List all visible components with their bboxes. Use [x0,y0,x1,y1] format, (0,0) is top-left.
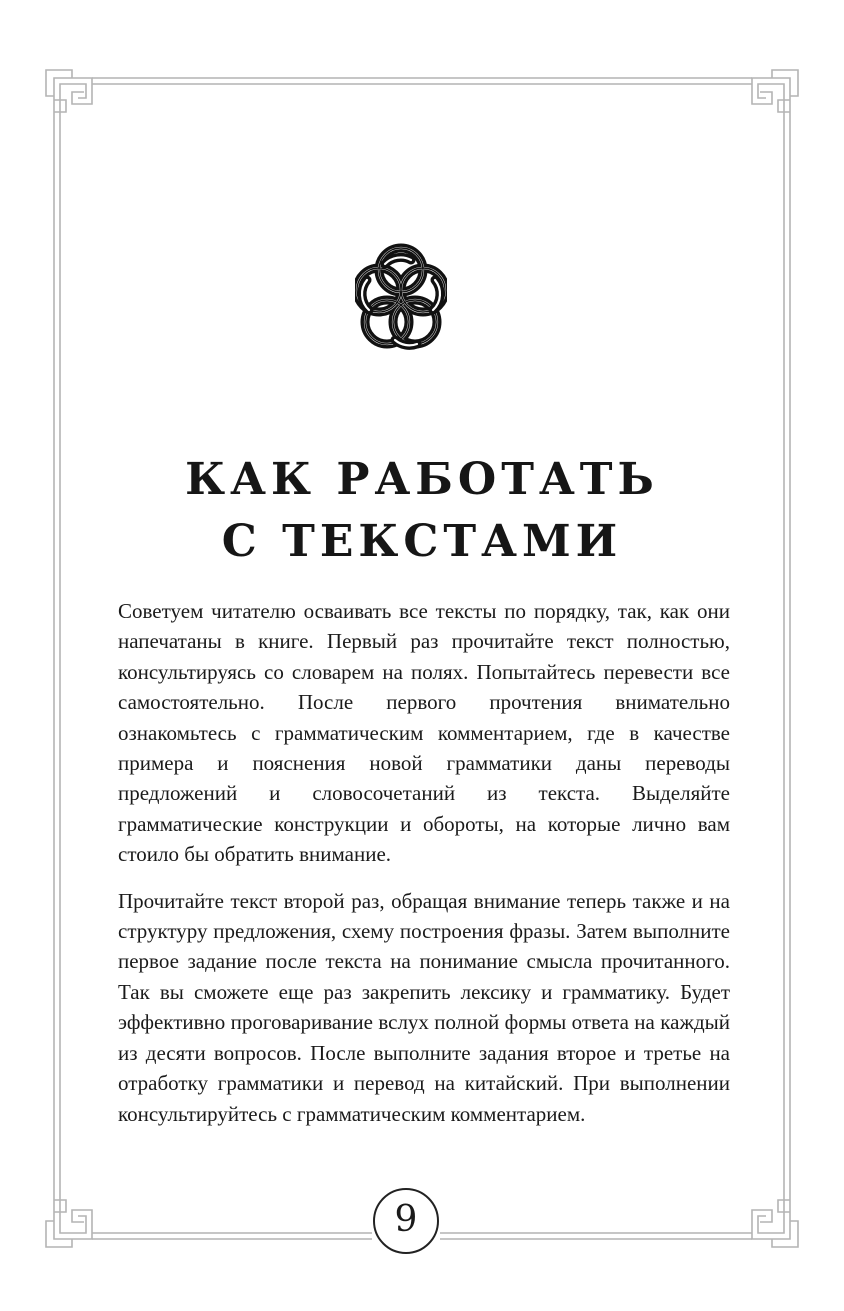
body-text [118,596,730,1129]
chapter-title-line-2: С ТЕКСТАМИ [221,516,623,567]
paragraph-2: Прочитайте текст второй раз, обращая внимание теперь также и на структуру предложения, схему построения фразы. Затем выполните первое задание после текста на понимание смысла прочитанного. Так вы сможете еще раз закрепить лексику и грамматику. Будет эффективно проговаривание вслух полной формы ответа на каждый из десяти вопросов. После выполните задания второе и третье на отработку грамматики и перевод на китайский. При выполнении консультируйтесь с грамматическим комментарием. [118,888,730,1126]
paragraph-1: Советуем читателю осваивать все тексты по порядку, так, как они напечатаны в книге. Первый раз прочитайте текст полностью, консультируясь со словарем на полях. Попытайтесь перевести все самостоятельно. После первого прочтения внимательно ознакомьтесь с грамматическим комментарием, где в качестве примера и пояснения новой грамматики даны переводы предложений и словосочетаний из текста. Выделяйте грамматические конструкции и обороты, на которые лично вам стоило бы обратить внимание. [118,599,730,867]
page-number: 9 [394,1199,418,1240]
chapter-title-line-1: КАК РАБОТАТЬ [185,454,659,505]
knot-emblem-icon [355,240,447,360]
